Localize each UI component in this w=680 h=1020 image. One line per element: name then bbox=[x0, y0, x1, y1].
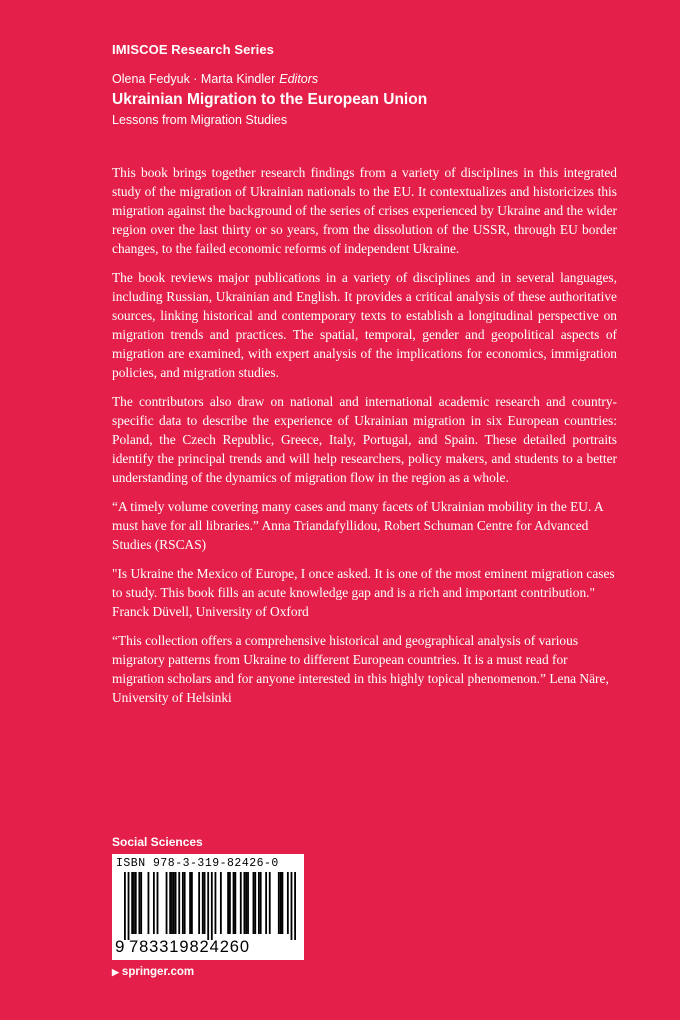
isbn-barcode bbox=[112, 854, 304, 960]
barcode-bar bbox=[229, 872, 231, 934]
isbn-text: ISBN 978-3-319-82426-0 bbox=[116, 857, 279, 870]
barcode-bar bbox=[234, 872, 236, 934]
barcode-bar bbox=[258, 872, 260, 934]
barcode-bar bbox=[247, 872, 249, 934]
barcode-bar bbox=[133, 872, 135, 934]
barcode-bar bbox=[245, 872, 247, 934]
barcode-bar bbox=[166, 872, 168, 934]
barcode-bar bbox=[191, 872, 193, 934]
book-subtitle: Lessons from Migration Studies bbox=[112, 113, 288, 127]
barcode-bar bbox=[148, 872, 150, 934]
barcode-bar bbox=[287, 872, 289, 934]
barcode-bar bbox=[291, 872, 293, 940]
barcode-bar bbox=[178, 872, 180, 934]
blurb-paragraph-2: The book reviews major publications in a variety of disciplines and in several languages, including Russian, Ukrainian and English. It provides a critical analysis of these authoritative sources, linking historical and contemporary texts to establish a longitudinal perspective on migration trends and practices. The spatial, temporal, gender and geopolitical aspects of migration are examined, with expert analysis of the implications for economics, immigration policies, and migration studies. bbox=[112, 270, 617, 380]
barcode-bar bbox=[269, 872, 271, 934]
review-quote-1: “A timely volume covering many cases and many facets of Ukrainian mobility in the EU. A must have for all libraries.” Anna Triandafyllidou, Robert Schuman Centre for Advanced Studies (RSCAS) bbox=[112, 499, 603, 552]
barcode-bar bbox=[135, 872, 137, 934]
blurb bbox=[112, 163, 617, 717]
barcode-bar bbox=[153, 872, 155, 934]
barcode-bar bbox=[282, 872, 284, 934]
barcode-first-digit: 9 bbox=[115, 937, 125, 956]
blurb-paragraph-1: This book brings together research findings from a variety of disciplines in this integrated study of the migration of Ukrainian nationals to the EU. It contextualizes and historicizes this migration against the background of the series of crises experienced by Ukraine and the wider region over the last thirty or so years, from the dissolution of the USSR, through EU border changes, to the failed economic reforms of independent Ukraine. bbox=[112, 165, 617, 256]
barcode-bar bbox=[175, 872, 177, 934]
barcode-bar bbox=[253, 872, 255, 934]
barcode-bar bbox=[227, 872, 229, 934]
editors-names: Olena Fedyuk · Marta Kindler bbox=[112, 72, 276, 86]
barcode-bar bbox=[157, 872, 159, 934]
barcode-bar bbox=[140, 872, 142, 934]
barcode-digits: 783319824260 bbox=[129, 938, 250, 956]
website-label: springer.com bbox=[121, 966, 195, 978]
barcode-bar bbox=[131, 872, 133, 934]
barcode-bar bbox=[202, 872, 204, 934]
editors-line bbox=[112, 71, 632, 87]
series-name: IMISCOE Research Series bbox=[112, 42, 274, 57]
barcode-bar bbox=[240, 872, 242, 934]
barcode-bar bbox=[173, 872, 175, 934]
blurb-paragraph-3: The contributors also draw on national and international academic research and country-specific data to describe the experience of Ukrainian migration in six European countries: Poland, the Czech Republic, Greece, Italy, Portugal, and Spain. These detailed portraits identify the principal trends and will help researchers, policy makers, and students to a better understanding of the dynamics of migration flow in the region as a whole. bbox=[112, 394, 617, 485]
barcode-bar bbox=[207, 872, 209, 940]
editors-role: Editors bbox=[279, 72, 319, 86]
barcode-bar bbox=[204, 872, 206, 934]
barcode-bar bbox=[294, 872, 296, 940]
subject-category: Social Sciences bbox=[112, 835, 203, 849]
barcode-bar bbox=[280, 872, 282, 934]
barcode-bar bbox=[220, 872, 222, 934]
barcode-bar bbox=[189, 872, 191, 934]
barcode-bars bbox=[124, 872, 296, 940]
barcode-bar bbox=[215, 872, 217, 934]
barcode-bar bbox=[260, 872, 262, 934]
barcode-bar bbox=[243, 872, 245, 934]
review-quote-2: "Is Ukraine the Mexico of Europe, I once asked. It is one of the most eminent migration cases to study. This book fills an acute knowledge gap and is a rich and important contribution." Franck Düvell, University of Oxford bbox=[112, 566, 615, 619]
review-quote-3: “This collection offers a comprehensive historical and geographical analysis of various migratory patterns from Ukraine to different European countries. It is a must read for migration scholars and for anyone interested in this highly topical phenomenon.” Lena Näre, University of Helsinki bbox=[112, 633, 609, 705]
barcode-bar bbox=[198, 872, 200, 934]
barcode-bar bbox=[169, 872, 171, 934]
cover-header bbox=[112, 42, 632, 128]
barcode-bar bbox=[182, 872, 184, 934]
cover-footer bbox=[112, 835, 312, 979]
barcode-bar bbox=[124, 872, 126, 940]
barcode-bar bbox=[211, 872, 213, 940]
barcode-bar bbox=[138, 872, 140, 934]
publisher-website bbox=[112, 965, 312, 979]
barcode-bar bbox=[233, 872, 235, 934]
barcode-bar bbox=[128, 872, 130, 940]
book-title: Ukrainian Migration to the European Union bbox=[112, 91, 428, 108]
arrow-right-icon: ▶ bbox=[112, 967, 119, 977]
barcode-bar bbox=[265, 872, 267, 934]
barcode-bar bbox=[278, 872, 280, 934]
barcode-bar bbox=[184, 872, 186, 934]
barcode-bar bbox=[254, 872, 256, 934]
barcode-bar bbox=[171, 872, 173, 934]
